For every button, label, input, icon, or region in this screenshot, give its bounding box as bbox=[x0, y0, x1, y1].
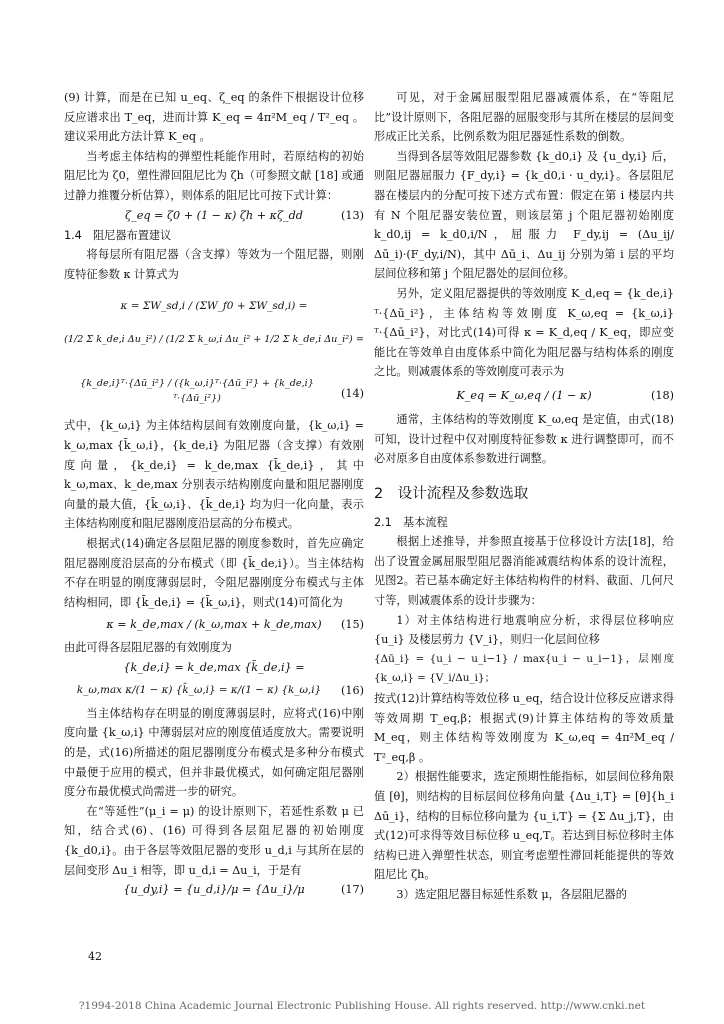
equation-16-line-2 bbox=[64, 678, 364, 704]
right-paragraph-6: 1）对主体结构进行地震响应分析，求得层位移响应 {u_i} 及楼层剪力 {V_i}，则归一化层间位移 bbox=[374, 613, 674, 647]
equation-14-line-1 bbox=[64, 284, 364, 328]
equation-18 bbox=[374, 382, 674, 410]
equation-16b-body: k_ω,max κ/(1 − κ) {k̄_ω,i} = κ/(1 − κ) {k_ω,i} bbox=[76, 683, 322, 696]
right-paragraph-2: 当得到各层等效阻尼器参数 {k_d0,i} 及 {u_dy,i} 后，则阻尼器屈服力 {F_dy,i} = {k_d0,i · u_dy,i}。各层阻尼器在楼层内的分配可按下述方式布置：假定在第 i 楼层内共有 N 个阻尼器安装位置，则该层第 j 个阻尼器初始刚度 k_d0,ij = k_d0,i/N，屈服力 F_dy,ij = (Δu_ij/Δū_i)·(F_dy,i/N)，其中 Δū_i、Δu_ij 分别为第 i 层的平均层间位移和第 j 个阻尼器处的层间位移。 bbox=[374, 149, 674, 281]
left-paragraph-6: 由此可得各层阻尼器的有效刚度为 bbox=[64, 641, 232, 655]
copyright-footer: ?1994-2018 China Academic Journal Electronic Publishing House. All rights reserved. http://www.cnki.net bbox=[78, 1000, 646, 1012]
right-paragraph-8: 2）根据性能要求，选定预期性能指标，如层间位移角限值 [θ]，则结构的目标层间位移角向量 {Δu_i,T} = [θ]{h_i Δū_i}，结构的目标位移向量为 {u_i,T} = {Σ Δu_j,T}，由式(12)可求得等效目标位移 u_eq,T。若达到目标位移时主体结构已进入弹塑性状态，则宜考虑塑性滞回耗能提供的等效阻尼比 ζh。 bbox=[374, 770, 674, 882]
equation-15-number: (15) bbox=[341, 618, 364, 632]
equation-13 bbox=[64, 206, 364, 226]
equation-18-number: (18) bbox=[651, 388, 674, 402]
section-2-1-heading: 2.1 基本流程 bbox=[374, 515, 448, 529]
section-2-heading: 2 设计流程及参数选取 bbox=[374, 485, 529, 502]
left-paragraph-7: 当主体结构存在明显的刚度薄弱层时，应将式(16)中刚度向量 {k_ω,i} 中薄弱层对应的刚度值适度放大。需要说明的是，式(16)所描述的阻尼器刚度分布模式是多种分布模式中最便于应用的模式，但并非最优模式，如何确定阻尼器刚度分布最优模式尚需进一步的研究。 bbox=[64, 706, 364, 799]
section-1-4-heading: 1.4 阻尼器布置建议 bbox=[64, 228, 172, 242]
left-paragraph-2: 当考虑主体结构的弹塑性耗能作用时，若原结构的初始阻尼比为 ζ0，塑性滞回阻尼比为 ζh（可参照文献 [18] 或通过静力推覆分析估算），则体系的阻尼比可按下式计算： bbox=[64, 149, 364, 202]
equation-15-body: κ = k_de,max / (k_ω,max + k_de,max) bbox=[106, 618, 322, 632]
left-paragraph-4: 式中，{k_ω,i} 为主体结构层间有效刚度向量，{k_ω,i} = k_ω,max {k̄_ω,i}，{k_de,i} 为阻尼器（含支撑）有效刚度向量，{k_de,i} = k_de,max {k̄_de,i}，其中 k_ω,max、k_de,max 分别表示结构刚度向量和阻尼器刚度向量的最大值，{k̄_ω,i}、{k̄_de,i} 均为归一化向量，表示主体结构刚度和阻尼器刚度沿层高的分布模式。 bbox=[64, 419, 364, 531]
equation-15 bbox=[64, 612, 364, 638]
right-paragraph-5: 根据上述推导，并参照直接基于位移设计方法[18]，给出了设置金属屈服型阻尼器消能减震结构体系的设计流程，见图2。若已基本确定好主体结构构件的材料、截面、几何尺寸等，则减震体系的设计步骤为： bbox=[374, 535, 674, 608]
equation-18-body: K_eq = K_ω,eq / (1 − κ) bbox=[456, 388, 592, 402]
equation-17 bbox=[64, 880, 364, 900]
right-paragraph-3: 另外，定义阻尼器提供的等效刚度 K_d,eq = {k_de,i}ᵀ·{Δū_i²}，主体结构等效刚度 K_ω,eq = {k_ω,i}ᵀ·{Δū_i²}，对比式(14)可得 κ = K_d,eq / K_eq，即应变能比在等效单自由度体系中简化为阻尼器与结构体系的刚度之比。则减震体系的等效刚度可表示为 bbox=[374, 286, 674, 379]
left-paragraph-5: 根据式(14)确定各层阻尼器的刚度参数时，首先应确定阻尼器刚度沿层高的分布模式（即 {k̄_de,i}）。当主体结构不存在明显的刚度薄弱层时，令阻尼器刚度分布模式与主体结构相同，即 {k̄_de,i} = {k̄_ω,i}，则式(14)可简化为 bbox=[64, 536, 364, 609]
right-paragraph-9: 3）选定阻尼器目标延性系数 μ，各层阻尼器的 bbox=[396, 887, 627, 901]
equation-14-line-3 bbox=[64, 372, 364, 416]
equation-14c-body: {k_de,i}ᵀ·{Δū_i²} / ({k_ω,i}ᵀ·{Δū_i²} + {k_de,i}ᵀ·{Δū_i²}) bbox=[80, 378, 314, 405]
equation-13-number: (13) bbox=[341, 208, 364, 222]
left-paragraph-3: 将每层所有阻尼器（含支撑）等效为一个阻尼器，则刚度特征参数 κ 计算式为 bbox=[64, 248, 364, 281]
right-paragraph-7: 按式(12)计算结构等效位移 u_eq，结合设计位移反应谱求得等效周期 T_eq,β；根据式(9)计算主体结构的等效质量 M_eq，则主体结构等效刚度为 K_ω,eq = 4π²M_eq / T²_eq,β 。 bbox=[374, 692, 674, 764]
page-number: 42 bbox=[88, 950, 102, 963]
equation-16-number: (16) bbox=[341, 683, 364, 697]
right-paragraph-1: 可见，对于金属屈服型阻尼器减震体系，在“等阻尼比”设计原则下，各阻尼器的屈服变形与其所在楼层的层间变形成正比关系，比例系数为阻尼器延性系数的倒数。 bbox=[374, 91, 674, 144]
left-column bbox=[64, 88, 364, 900]
equation-14-line-2 bbox=[64, 328, 364, 372]
equation-17-body: {u_dy,i} = {u_d,i}/μ = {Δu_i}/μ bbox=[123, 883, 305, 897]
equation-14b-body: (1/2 Σ k_de,i Δu_i²) / (1/2 Σ k_ω,i Δu_i² + 1/2 Σ k_de,i Δu_i²) = bbox=[64, 334, 364, 346]
equation-16-line-1 bbox=[64, 658, 364, 678]
left-paragraph-1: (9) 计算，而是在已知 u_eq、ζ_eq 的条件下根据设计位移反应谱求出 T_eq，进而计算 K_eq = 4π²M_eq / T²_eq 。建议采用此方法计算 K_eq 。 bbox=[64, 91, 364, 144]
right-equation-normalized-drift: {Δū_i} = {u_i − u_i−1} / max{u_i − u_i−1}，层刚度 {k_ω,i} = {V_i/Δu_i}； bbox=[374, 652, 674, 685]
equation-16a-body: {k_de,i} = k_de,max {k̄_de,i} = bbox=[123, 660, 305, 674]
equation-13-body: ζ_eq = ζ0 + (1 − κ) ζh + κζ_dd bbox=[125, 208, 303, 222]
equation-14a-body: κ = ΣW_sd,i / (ΣW_f0 + ΣW_sd,i) = bbox=[120, 300, 308, 313]
left-paragraph-8: 在“等延性”(μ_i = μ) 的设计原则下，若延性系数 μ 已知，结合式(6)、(16) 可得到各层阻尼器的初始刚度 {k_d0,i}。由于各层等效阻尼器的变形 u_d,i 与其所在层的层间变形 Δu_i 相等，即 u_d,i = Δu_i，于是有 bbox=[64, 804, 364, 877]
right-column bbox=[374, 88, 674, 905]
right-paragraph-4: 通常，主体结构的等效刚度 K_ω,eq 是定值，由式(18)可知，设计过程中仅对刚度特征参数 κ 进行调整即可，而不必对原多自由度体系参数进行调整。 bbox=[374, 412, 674, 466]
equation-17-number: (17) bbox=[341, 883, 364, 897]
equation-14-number: (14) bbox=[341, 387, 364, 401]
